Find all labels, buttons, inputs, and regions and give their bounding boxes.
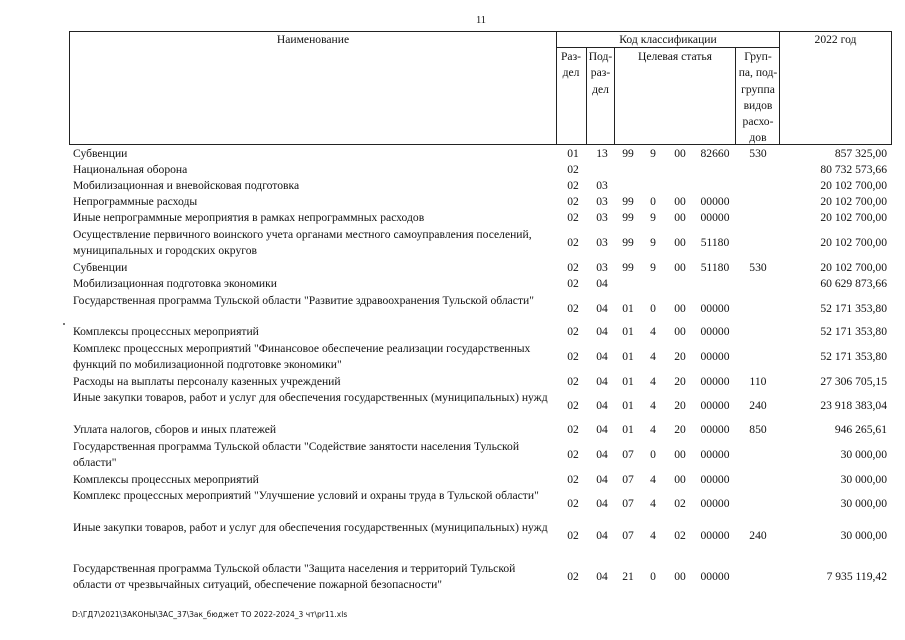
row-target-program: 99 [622, 195, 634, 208]
row-target-direction: 00 [674, 147, 686, 160]
row-target-direction: 00 [674, 570, 686, 583]
row-podrazdel: 04 [596, 570, 608, 583]
row-razdel: 02 [567, 163, 579, 176]
row-name: Уплата налогов, сборов и иных платежей [73, 423, 277, 436]
row-razdel: 02 [567, 375, 579, 388]
row-target-direction: 20 [674, 350, 686, 363]
header-year-label: 2022 год [814, 33, 857, 46]
row-name: Комплекс процессных мероприятий "Финансовое обеспечение реализации государственных функций по мобилизационной подготовке экономики" [73, 342, 531, 371]
table-row [0, 276, 905, 292]
row-amount: 27 306 705,15 [820, 375, 887, 388]
row-podrazdel: 04 [596, 399, 608, 412]
row-razdel: 02 [567, 497, 579, 510]
row-target-type: 0 [650, 448, 656, 461]
row-razdel: 02 [567, 236, 579, 249]
row-podrazdel: 03 [596, 236, 608, 249]
row-podrazdel: 13 [596, 147, 608, 160]
row-razdel: 02 [567, 399, 579, 412]
table-row [0, 194, 905, 210]
row-razdel: 02 [567, 570, 579, 583]
table-row [0, 324, 905, 340]
row-target-direction: 00 [674, 211, 686, 224]
row-podrazdel: 04 [596, 497, 608, 510]
row-expense-group: 240 [749, 399, 767, 412]
row-target-direction: 00 [674, 195, 686, 208]
row-name: Иные закупки товаров, работ и услуг для обеспечения государственных (муниципальных) нужд [73, 391, 548, 404]
row-target-type: 4 [650, 399, 656, 412]
row-amount: 7 935 119,42 [826, 570, 887, 583]
row-podrazdel: 04 [596, 529, 608, 542]
row-target-code: 00000 [700, 570, 730, 583]
table-row [0, 439, 905, 471]
row-target-program: 01 [622, 350, 634, 363]
row-target-type: 9 [650, 211, 656, 224]
table-row [0, 146, 905, 162]
row-name: Расходы на выплаты персоналу казенных учреждений [73, 375, 341, 388]
row-podrazdel: 03 [596, 195, 608, 208]
row-razdel: 02 [567, 423, 579, 436]
row-target-code: 51180 [700, 236, 730, 249]
row-razdel: 02 [567, 350, 579, 363]
row-target-program: 99 [622, 147, 634, 160]
row-amount: 52 171 353,80 [820, 350, 887, 363]
row-target-type: 4 [650, 529, 656, 542]
row-target-program: 01 [622, 423, 634, 436]
row-target-type: 4 [650, 325, 656, 338]
row-target-program: 07 [622, 448, 634, 461]
row-name: Мобилизационная подготовка экономики [73, 277, 277, 290]
table-row [0, 178, 905, 194]
row-name: Комплексы процессных мероприятий [73, 325, 259, 338]
table-row [0, 374, 905, 390]
row-razdel: 01 [567, 147, 579, 160]
row-amount: 20 102 700,00 [820, 261, 887, 274]
row-target-direction: 20 [674, 399, 686, 412]
header-podrazdel-label: Под- раз- дел [588, 50, 613, 96]
row-target-code: 00000 [700, 302, 730, 315]
row-podrazdel: 03 [596, 179, 608, 192]
row-razdel: 02 [567, 277, 579, 290]
row-podrazdel: 04 [596, 423, 608, 436]
table-row [0, 561, 905, 593]
row-podrazdel: 04 [596, 448, 608, 461]
row-razdel: 02 [567, 473, 579, 486]
row-target-direction: 02 [674, 497, 686, 510]
row-podrazdel: 04 [596, 375, 608, 388]
row-target-code: 00000 [700, 448, 730, 461]
row-podrazdel: 04 [596, 473, 608, 486]
row-target-program: 07 [622, 497, 634, 510]
row-target-code: 82660 [700, 147, 730, 160]
row-razdel: 02 [567, 179, 579, 192]
row-target-direction: 00 [674, 473, 686, 486]
row-name: Национальная оборона [73, 163, 188, 176]
row-podrazdel: 03 [596, 211, 608, 224]
row-expense-group: 240 [749, 529, 767, 542]
row-target-program: 01 [622, 375, 634, 388]
row-name: Иные закупки товаров, работ и услуг для обеспечения государственных (муниципальных) нужд [73, 521, 548, 534]
row-amount: 52 171 353,80 [820, 325, 887, 338]
row-name: Мобилизационная и вневойсковая подготовка [73, 179, 300, 192]
row-target-direction: 00 [674, 261, 686, 274]
row-amount: 80 732 573,66 [820, 163, 887, 176]
row-target-direction: 00 [674, 302, 686, 315]
row-name: Государственная программа Тульской области "Развитие здравоохранения Тульской области" [73, 294, 534, 307]
row-target-program: 07 [622, 529, 634, 542]
row-amount: 23 918 383,04 [820, 399, 887, 412]
row-name: Субвенции [73, 261, 128, 274]
row-target-type: 4 [650, 497, 656, 510]
row-target-direction: 20 [674, 423, 686, 436]
table-row [0, 422, 905, 438]
row-target-program: 99 [622, 261, 634, 274]
table-row [0, 260, 905, 276]
row-target-program: 01 [622, 399, 634, 412]
row-amount: 52 171 353,80 [820, 302, 887, 315]
row-expense-group: 530 [749, 147, 767, 160]
header-classification-label: Код классификации [619, 33, 717, 46]
row-name: Комплекс процессных мероприятий "Улучшение условий и охраны труда в Тульской области" [73, 489, 539, 502]
row-target-direction: 20 [674, 375, 686, 388]
row-target-type: 4 [650, 423, 656, 436]
row-podrazdel: 04 [596, 325, 608, 338]
row-amount: 857 325,00 [834, 147, 887, 160]
table-row [0, 520, 905, 552]
row-amount: 20 102 700,00 [820, 195, 887, 208]
row-target-type: 4 [650, 350, 656, 363]
table-row [0, 488, 905, 520]
row-name: Комплексы процессных мероприятий [73, 473, 259, 486]
row-target-program: 99 [622, 211, 634, 224]
row-target-code: 00000 [700, 473, 730, 486]
row-target-code: 00000 [700, 529, 730, 542]
row-target-type: 0 [650, 570, 656, 583]
row-amount: 20 102 700,00 [820, 236, 887, 249]
row-razdel: 02 [567, 195, 579, 208]
row-target-program: 99 [622, 236, 634, 249]
row-target-type: 9 [650, 261, 656, 274]
row-razdel: 02 [567, 211, 579, 224]
header-razdel-label: Раз- дел [560, 50, 582, 80]
row-target-program: 07 [622, 473, 634, 486]
header-target-label: Целевая статья [637, 50, 713, 63]
table-row [0, 390, 905, 422]
table-row [0, 210, 905, 226]
file-path-footer: D:\ГД7\2021\ЗАКОНЫ\ЗАС_37\Зак_бюджет ТО 2022-2024_3 чт\pr11.xls [72, 610, 348, 619]
row-name: Государственная программа Тульской области "Защита населения и территорий Тульской области от чрезвычайных ситуаций, обеспечение пожарной безопасности" [73, 562, 516, 591]
row-target-code: 00000 [700, 211, 730, 224]
row-podrazdel: 04 [596, 350, 608, 363]
row-target-direction: 00 [674, 325, 686, 338]
row-name: Осуществление первичного воинского учета органами местного самоуправления поселений, муниципальных и городских округов [73, 228, 532, 257]
table-row [0, 341, 905, 373]
row-name: Субвенции [73, 147, 128, 160]
row-target-code: 51180 [700, 261, 730, 274]
row-expense-group: 530 [749, 261, 767, 274]
header-group-label: Груп- па, под- группа видов расхо- дов [738, 50, 778, 145]
table-row [0, 227, 905, 259]
row-target-type: 0 [650, 302, 656, 315]
row-target-type: 9 [650, 147, 656, 160]
row-razdel: 02 [567, 529, 579, 542]
row-target-program: 01 [622, 325, 634, 338]
row-target-program: 21 [622, 570, 634, 583]
table-row [0, 162, 905, 178]
row-amount: 60 629 873,66 [820, 277, 887, 290]
row-target-code: 00000 [700, 399, 730, 412]
row-name: Иные непрограммные мероприятия в рамках непрограммных расходов [73, 211, 425, 224]
row-amount: 30 000,00 [840, 497, 887, 510]
table-row [0, 293, 905, 325]
row-target-code: 00000 [700, 350, 730, 363]
row-target-program: 01 [622, 302, 634, 315]
row-amount: 946 265,61 [834, 423, 887, 436]
row-amount: 30 000,00 [840, 448, 887, 461]
table-row [0, 472, 905, 488]
row-name: Непрограммные расходы [73, 195, 198, 208]
row-amount: 20 102 700,00 [820, 179, 887, 192]
row-target-type: 9 [650, 236, 656, 249]
row-target-type: 4 [650, 473, 656, 486]
row-podrazdel: 03 [596, 261, 608, 274]
row-target-code: 00000 [700, 195, 730, 208]
row-target-direction: 00 [674, 448, 686, 461]
row-target-direction: 02 [674, 529, 686, 542]
row-target-code: 00000 [700, 423, 730, 436]
row-expense-group: 110 [749, 375, 767, 388]
row-expense-group: 850 [749, 423, 767, 436]
row-amount: 20 102 700,00 [820, 211, 887, 224]
scan-speck [63, 323, 65, 325]
row-razdel: 02 [567, 302, 579, 315]
row-target-type: 0 [650, 195, 656, 208]
row-razdel: 02 [567, 448, 579, 461]
row-target-code: 00000 [700, 375, 730, 388]
row-razdel: 02 [567, 325, 579, 338]
row-amount: 30 000,00 [840, 473, 887, 486]
row-target-code: 00000 [700, 497, 730, 510]
header-name-label: Наименование [276, 33, 350, 46]
row-target-code: 00000 [700, 325, 730, 338]
row-amount: 30 000,00 [840, 529, 887, 542]
page-number: 11 [475, 15, 487, 26]
row-target-type: 4 [650, 375, 656, 388]
row-target-direction: 00 [674, 236, 686, 249]
row-podrazdel: 04 [596, 277, 608, 290]
row-podrazdel: 04 [596, 302, 608, 315]
row-name: Государственная программа Тульской области "Содействие занятости населения Тульской области" [73, 440, 520, 469]
row-razdel: 02 [567, 261, 579, 274]
